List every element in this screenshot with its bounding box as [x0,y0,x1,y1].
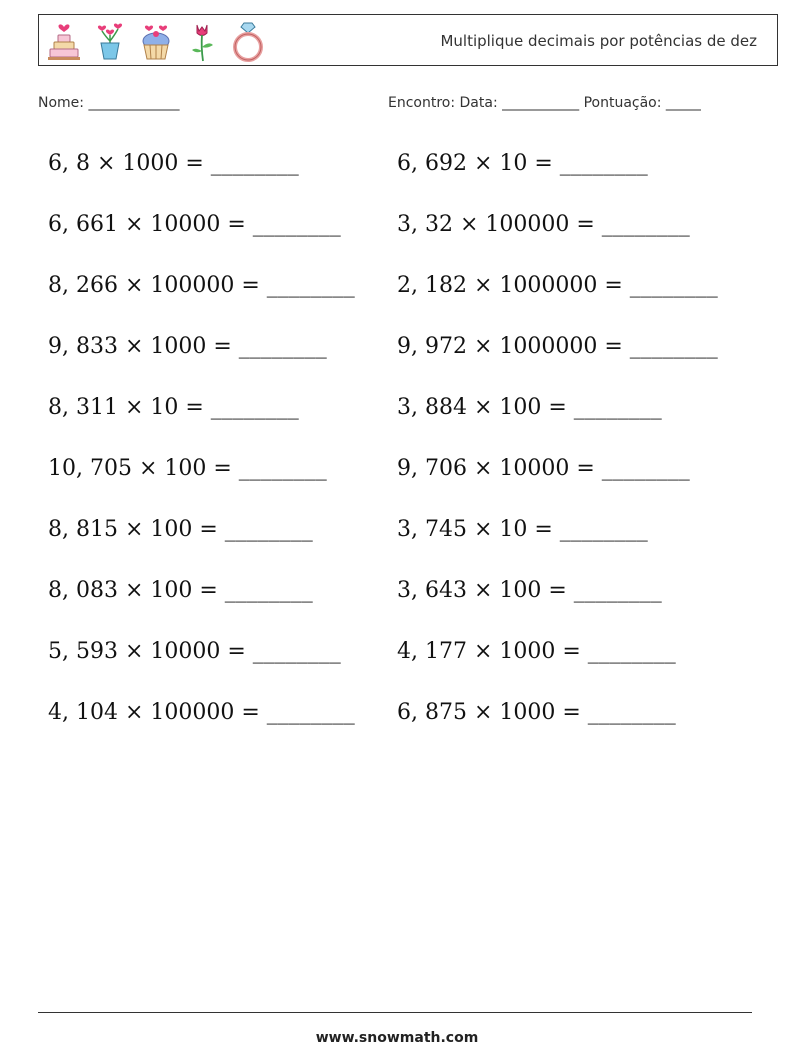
footer-divider [38,1012,752,1013]
cake-icon [45,19,83,63]
problem-item: 2, 182 × 1000000 = ________ [397,273,718,298]
problem-item: 8, 083 × 100 = ________ [48,578,313,603]
ring-icon [229,19,267,63]
problem-item: 8, 311 × 10 = ________ [48,395,299,420]
problem-item: 4, 104 × 100000 = ________ [48,700,355,725]
problem-item: 6, 692 × 10 = ________ [397,151,648,176]
problem-item: 5, 593 × 10000 = ________ [48,639,341,664]
cupcake-icon [137,19,175,63]
footer-website: www.snowmath.com [315,1030,479,1046]
problem-item: 3, 643 × 100 = ________ [397,578,662,603]
problem-item: 3, 884 × 100 = ________ [397,395,662,420]
problem-item: 9, 706 × 10000 = ________ [397,456,690,481]
problem-item: 4, 177 × 1000 = ________ [397,639,676,664]
header-box [38,14,778,66]
name-field-label: Nome: _____________ [38,95,180,111]
problem-item: 3, 32 × 100000 = ________ [397,212,690,237]
flower-pot-icon [91,19,129,63]
rose-icon [183,19,221,63]
problem-grid [48,140,768,750]
date-score-label: Encontro: Data: ___________ Pontuação: _____ [388,95,701,111]
problem-item: 6, 875 × 1000 = ________ [397,700,676,725]
problem-item: 8, 815 × 100 = ________ [48,517,313,542]
problem-item: 10, 705 × 100 = ________ [48,456,327,481]
problem-item: 6, 661 × 10000 = ________ [48,212,341,237]
worksheet-title: Multiplique decimais por potências de dez [440,32,757,50]
problem-item: 6, 8 × 1000 = ________ [48,151,299,176]
problem-item: 3, 745 × 10 = ________ [397,517,648,542]
icon-strip [45,19,267,63]
problem-item: 9, 833 × 1000 = ________ [48,334,327,359]
problem-item: 9, 972 × 1000000 = ________ [397,334,718,359]
problem-item: 8, 266 × 100000 = ________ [48,273,355,298]
